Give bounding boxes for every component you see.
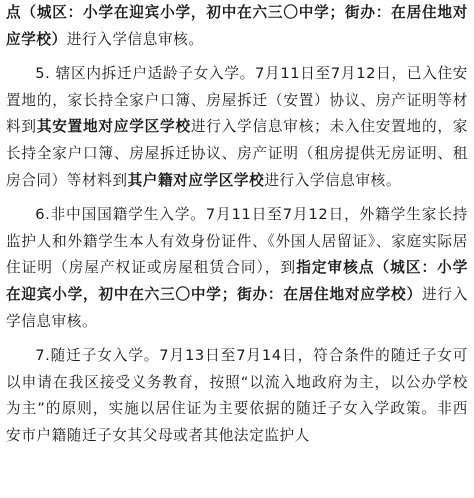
paragraph-review-point-continued: [6, 0, 468, 53]
paragraph-item-7-migrant-children: [6, 343, 468, 449]
paragraph-gap: [6, 194, 468, 202]
item-6-tail-text: 进行入学信息审核。: [6, 285, 468, 330]
paragraph-item-6-foreign-students: [6, 202, 468, 335]
item-7-text: 7.随迁子女入学。7月13日至7月14日，符合条件的随迁子女可以申请在我区接受义务教育，按照“以流入地政府为主，以公办学校为主”的原则，实施以居住证为主要依据的随迁子女入学政策。非西安市户籍随迁子女其父母或者其他法定监护人: [6, 347, 468, 444]
review-point-bold-text: 点（城区：小学在迎宾小学，初中在六三〇中学；街办：在居住地对应学校）: [6, 4, 468, 48]
paragraph-item-5-relocated-households: [6, 61, 468, 194]
item-5-intro-text: 5. 辖区内拆迁户适龄子女入学。7月11日至7月12日，已入住安置地的，家长持全家户口簿、房屋拆迁（安置）协议、房产证明等材料到: [6, 65, 468, 136]
review-point-tail-text: 进行入学信息审核。: [66, 30, 204, 48]
item-6-intro-text: 6.非中国国籍学生入学。7月11日至7月12日，外籍学生家长持监护人和外籍学生本人有效身份证件、《外国人居留证》、家庭实际居住证明（房屋产权证或房屋租赁合同），到: [6, 206, 468, 277]
item-5-middle-text: 进行入学信息审核；未入住安置地的，家长持全家户口簿、房屋拆迁协议、房产证明（租房提供无房证明、租房合同）等材料到: [6, 118, 468, 189]
paragraph-gap: [6, 53, 468, 61]
item-5-household-school-bold: 其户籍对应学区学校: [127, 171, 265, 189]
item-5-resettlement-school-bold: 其安置地对应学区学校: [36, 118, 191, 136]
paragraph-gap: [6, 335, 468, 343]
item-6-review-point-bold: 指定审核点（城区：小学在迎宾小学，初中在六三〇中学；街办：在居住地对应学校）: [6, 259, 468, 303]
item-5-tail-text: 进行入学信息审核。: [264, 171, 402, 189]
